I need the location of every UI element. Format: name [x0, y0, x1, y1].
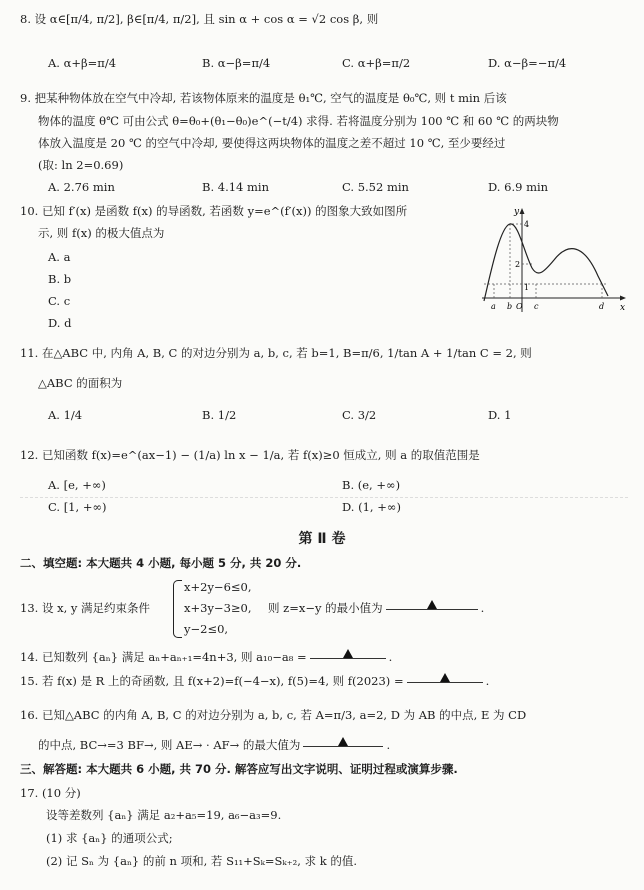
q16-line-2: 的中点, BC→=3 BF→, 则 AE→ · AF→ 的最大值为 . — [38, 738, 391, 752]
q15-answer-blank[interactable] — [407, 681, 483, 683]
q10-option-c: C. c — [48, 294, 71, 308]
q9-option-d: D. 6.9 min — [488, 180, 549, 194]
q13-suffix-text: 则 z=x−y 的最小值为 — [268, 601, 383, 615]
y-tick-1: 1 — [524, 283, 530, 292]
x-tick-b: b — [507, 302, 513, 311]
q17-number: 17. (10 分) — [20, 786, 81, 800]
q9-option-c: C. 5.52 min — [342, 180, 409, 194]
x-tick-d: d — [599, 302, 605, 311]
q9-line-4: (取: ln 2=0.69) — [38, 158, 124, 172]
y-axis-arrow-icon — [520, 208, 525, 214]
q16-line-2-text: 的中点, BC→=3 BF→, 则 AE→ · AF→ 的最大值为 — [38, 738, 301, 752]
q13-constraint-1: x+2y−6≤0, — [184, 580, 252, 594]
q10-option-b: B. b — [48, 272, 72, 286]
q15: 15. 若 f(x) 是 R 上的奇函数, 且 f(x+2)=f(−4−x), f(5)=4, 则 f(2023) = . — [20, 674, 490, 688]
q9-line-3: 体放入温度是 20 ℃ 的空气中冷却, 要使得这两块物体的温度之差不超过 10 ℃, 至少要经过 — [38, 136, 506, 150]
q12-option-c: C. [1, +∞) — [48, 500, 107, 514]
q8-option-c: C. α+β=π/2 — [342, 56, 411, 70]
page-divider — [20, 497, 628, 498]
q11-option-a: A. 1/4 — [48, 408, 83, 422]
part-2-title: 第 Ⅱ 卷 — [298, 531, 346, 547]
x-tick-c: c — [534, 302, 539, 311]
y-tick-4: 4 — [524, 220, 530, 229]
q11-option-b: B. 1/2 — [202, 408, 237, 422]
q9-option-b: B. 4.14 min — [202, 180, 270, 194]
q11-line-1: 11. 在△ABC 中, 内角 A, B, C 的对边分别为 a, b, c, 若 b=1, B=π/6, 1/tan A + 1/tan C = 2, 则 — [20, 346, 532, 360]
q13-constraint-3: y−2≤0, — [184, 622, 229, 636]
q12-option-a: A. [e, +∞) — [48, 478, 106, 492]
q11-option-c: C. 3/2 — [342, 408, 377, 422]
q12-option-d: D. (1, +∞) — [342, 500, 401, 514]
q9-line-1: 9. 把某种物体放在空气中冷却, 若该物体原来的温度是 θ₁℃, 空气的温度是 θ₀℃, 则 t min 后该 — [20, 91, 507, 105]
q12-option-b: B. (e, +∞) — [342, 478, 401, 492]
q8-stem: 8. 设 α∈[π/4, π/2], β∈[π/4, π/2], 且 sin α + cos α = √2 cos β, 则 — [20, 12, 379, 26]
q8-option-b: B. α−β=π/4 — [202, 56, 271, 70]
q10-line-1: 10. 已知 f′(x) 是函数 f(x) 的导函数, 若函数 y=e^(f′(x)) 的图象大致如图所 — [20, 204, 408, 218]
q12-stem: 12. 已知函数 f(x)=e^(ax−1) − (1/a) ln x − 1/a, 若 f(x)≥0 恒成立, 则 a 的取值范围是 — [20, 448, 480, 462]
q14-text: 14. 已知数列 {aₙ} 满足 aₙ+aₙ₊₁=4n+3, 则 a₁₀−a₈ = — [20, 650, 307, 664]
triangle-icon — [427, 600, 437, 609]
x-tick-origin: O — [516, 302, 523, 311]
q17-part-1: (1) 求 {aₙ} 的通项公式; — [46, 831, 173, 845]
q9-line-2: 物体的温度 θ℃ 可由公式 θ=θ₀+(θ₁−θ₀)e^(−t/4) 求得. 若将温度分别为 100 ℃ 和 60 ℃ 的两块物 — [38, 114, 559, 128]
curve-y-equals-e-fprime — [484, 224, 608, 301]
q11-line-2: △ABC 的面积为 — [38, 376, 123, 390]
x-tick-a: a — [491, 302, 496, 311]
q8-option-a: A. α+β=π/4 — [48, 56, 117, 70]
triangle-icon — [338, 737, 348, 746]
q13-prefix: 13. 设 x, y 满足约束条件 — [20, 601, 151, 615]
q13-brace — [173, 580, 182, 638]
q17-given: 设等差数列 {aₙ} 满足 a₂+a₅=19, a₆−a₃=9. — [46, 808, 282, 822]
q11-option-d: D. 1 — [488, 408, 512, 422]
x-axis-label: x — [620, 303, 626, 313]
section-3-header: 三、解答题: 本大题共 6 小题, 共 70 分. 解答应写出文字说明、证明过程或演算步骤. — [20, 762, 458, 776]
q16-line-1: 16. 已知△ABC 的内角 A, B, C 的对边分别为 a, b, c, 若 A=π/3, a=2, D 为 AB 的中点, E 为 CD — [20, 708, 527, 722]
q14: 14. 已知数列 {aₙ} 满足 aₙ+aₙ₊₁=4n+3, 则 a₁₀−a₈ = . — [20, 650, 393, 664]
q10-function-graph — [480, 206, 628, 318]
q17-part-2: (2) 记 Sₙ 为 {aₙ} 的前 n 项和, 若 S₁₁+Sₖ=Sₖ₊₂, 求 k 的值. — [46, 854, 358, 868]
q13-answer-blank[interactable] — [386, 608, 478, 610]
q9-option-a: A. 2.76 min — [48, 180, 115, 194]
section-2-header: 二、填空题: 本大题共 4 小题, 每小题 5 分, 共 20 分. — [20, 556, 302, 570]
q10-option-a: A. a — [48, 250, 71, 264]
y-tick-2: 2 — [515, 260, 521, 269]
triangle-icon — [343, 649, 353, 658]
q16-answer-blank[interactable] — [303, 745, 383, 747]
q13-constraint-2: x+3y−3≥0, — [184, 601, 252, 615]
q8-option-d: D. α−β=−π/4 — [488, 56, 567, 70]
x-axis-arrow-icon — [620, 296, 626, 301]
q10-line-2: 示, 则 f(x) 的极大值点为 — [38, 226, 165, 240]
q15-text: 15. 若 f(x) 是 R 上的奇函数, 且 f(x+2)=f(−4−x), f(5)=4, 则 f(2023) = — [20, 674, 404, 688]
q14-answer-blank[interactable] — [310, 657, 386, 659]
y-axis-label: y — [514, 207, 520, 217]
triangle-icon — [440, 673, 450, 682]
q13-suffix: 则 z=x−y 的最小值为 . — [268, 601, 485, 615]
q10-option-d: D. d — [48, 316, 72, 330]
